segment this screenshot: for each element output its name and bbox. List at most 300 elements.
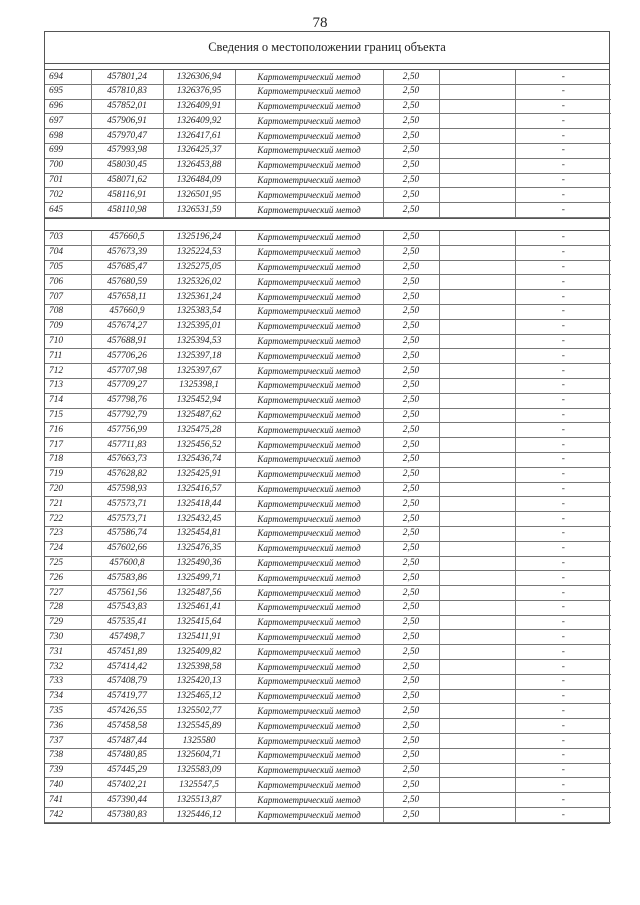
description-cell [439,245,515,260]
x-coordinate-cell: 457402,21 [91,778,163,793]
precision-cell: 2,50 [383,512,439,527]
description-cell [439,689,515,704]
x-coordinate-cell: 457660,5 [91,231,163,245]
note-cell: - [515,245,611,260]
section1-table [45,70,611,218]
method-cell: Картометрический метод [235,275,383,290]
precision-cell: 2,50 [383,231,439,245]
y-coordinate-cell: 1325476,35 [163,541,235,556]
description-cell [439,231,515,245]
precision-cell: 2,50 [383,334,439,349]
method-cell: Картометрический метод [235,600,383,615]
method-cell: Картометрический метод [235,452,383,467]
precision-cell: 2,50 [383,99,439,114]
y-coordinate-cell: 1325326,02 [163,275,235,290]
point-number-cell: 717 [45,438,91,453]
y-coordinate-cell: 1325452,94 [163,393,235,408]
table-row [45,512,611,527]
section1-body [45,70,611,217]
x-coordinate-cell: 457426,55 [91,704,163,719]
y-coordinate-cell: 1325398,58 [163,660,235,675]
precision-cell: 2,50 [383,393,439,408]
y-coordinate-cell: 1325502,77 [163,704,235,719]
point-number-cell: 727 [45,586,91,601]
y-coordinate-cell: 1325436,74 [163,452,235,467]
point-number-cell: 723 [45,526,91,541]
x-coordinate-cell: 457756,99 [91,423,163,438]
y-coordinate-cell: 1325275,05 [163,260,235,275]
description-cell [439,438,515,453]
point-number-cell: 731 [45,645,91,660]
note-cell: - [515,203,611,218]
table-row [45,704,611,719]
method-cell: Картометрический метод [235,497,383,512]
y-coordinate-cell: 1325461,41 [163,600,235,615]
description-cell [439,600,515,615]
precision-cell: 2,50 [383,84,439,99]
point-number-cell: 703 [45,231,91,245]
y-coordinate-cell: 1325454,81 [163,526,235,541]
description-cell [439,526,515,541]
description-cell [439,586,515,601]
x-coordinate-cell: 457628,82 [91,467,163,482]
note-cell: - [515,275,611,290]
table-row [45,497,611,512]
section2-table [45,231,611,823]
description-cell [439,304,515,319]
precision-cell: 2,50 [383,319,439,334]
method-cell: Картометрический метод [235,334,383,349]
description-cell [439,334,515,349]
table-row [45,349,611,364]
y-coordinate-cell: 1325411,91 [163,630,235,645]
note-cell: - [515,173,611,188]
x-coordinate-cell: 458030,45 [91,158,163,173]
precision-cell: 2,50 [383,70,439,84]
point-number-cell: 740 [45,778,91,793]
method-cell: Картометрический метод [235,689,383,704]
point-number-cell: 696 [45,99,91,114]
y-coordinate-cell: 1325425,91 [163,467,235,482]
precision-cell: 2,50 [383,467,439,482]
method-cell: Картометрический метод [235,70,383,84]
precision-cell: 2,50 [383,600,439,615]
table-row [45,158,611,173]
method-cell: Картометрический метод [235,793,383,808]
precision-cell: 2,50 [383,143,439,158]
table-row [45,275,611,290]
method-cell: Картометрический метод [235,467,383,482]
precision-cell: 2,50 [383,114,439,129]
precision-cell: 2,50 [383,203,439,218]
y-coordinate-cell: 1325583,09 [163,763,235,778]
method-cell: Картометрический метод [235,408,383,423]
table-row [45,645,611,660]
note-cell: - [515,188,611,203]
point-number-cell: 728 [45,600,91,615]
note-cell: - [515,645,611,660]
x-coordinate-cell: 457674,27 [91,319,163,334]
table-row [45,748,611,763]
note-cell: - [515,467,611,482]
precision-cell: 2,50 [383,793,439,808]
method-cell: Картометрический метод [235,114,383,129]
x-coordinate-cell: 457688,91 [91,334,163,349]
note-cell: - [515,615,611,630]
y-coordinate-cell: 1325361,24 [163,290,235,305]
x-coordinate-cell: 457543,83 [91,600,163,615]
table-row [45,793,611,808]
description-cell [439,84,515,99]
precision-cell: 2,50 [383,763,439,778]
method-cell: Картометрический метод [235,319,383,334]
description-cell [439,615,515,630]
precision-cell: 2,50 [383,497,439,512]
description-cell [439,793,515,808]
point-number-cell: 710 [45,334,91,349]
point-number-cell: 729 [45,615,91,630]
method-cell: Картометрический метод [235,541,383,556]
note-cell: - [515,704,611,719]
point-number-cell: 707 [45,290,91,305]
point-number-cell: 725 [45,556,91,571]
table-row [45,245,611,260]
note-cell: - [515,334,611,349]
method-cell: Картометрический метод [235,423,383,438]
table-row [45,660,611,675]
method-cell: Картометрический метод [235,660,383,675]
precision-cell: 2,50 [383,556,439,571]
method-cell: Картометрический метод [235,763,383,778]
note-cell: - [515,763,611,778]
x-coordinate-cell: 457680,59 [91,275,163,290]
x-coordinate-cell: 457706,26 [91,349,163,364]
x-coordinate-cell: 457658,11 [91,290,163,305]
x-coordinate-cell: 457711,83 [91,438,163,453]
precision-cell: 2,50 [383,734,439,749]
point-number-cell: 701 [45,173,91,188]
precision-cell: 2,50 [383,304,439,319]
table-row [45,231,611,245]
precision-cell: 2,50 [383,408,439,423]
table-row [45,763,611,778]
x-coordinate-cell: 457583,86 [91,571,163,586]
point-number-cell: 709 [45,319,91,334]
point-number-cell: 713 [45,378,91,393]
x-coordinate-cell: 458110,98 [91,203,163,218]
method-cell: Картометрический метод [235,304,383,319]
method-cell: Картометрический метод [235,734,383,749]
note-cell: - [515,793,611,808]
table-title: Сведения о местоположении границ объекта [45,32,609,64]
table-row [45,615,611,630]
table-row [45,290,611,305]
note-cell: - [515,586,611,601]
point-number-cell: 735 [45,704,91,719]
description-cell [439,452,515,467]
x-coordinate-cell: 458116,91 [91,188,163,203]
x-coordinate-cell: 457535,41 [91,615,163,630]
description-cell [439,203,515,218]
table-row [45,260,611,275]
y-coordinate-cell: 1325487,62 [163,408,235,423]
note-cell: - [515,674,611,689]
point-number-cell: 716 [45,423,91,438]
x-coordinate-cell: 457602,66 [91,541,163,556]
y-coordinate-cell: 1325409,82 [163,645,235,660]
table-row [45,304,611,319]
note-cell: - [515,99,611,114]
x-coordinate-cell: 457458,58 [91,719,163,734]
description-cell [439,260,515,275]
point-number-cell: 698 [45,129,91,144]
method-cell: Картометрический метод [235,674,383,689]
table-row [45,689,611,704]
y-coordinate-cell: 1325490,36 [163,556,235,571]
method-cell: Картометрический метод [235,512,383,527]
y-coordinate-cell: 1325196,24 [163,231,235,245]
section2-body [45,231,611,822]
table-row [45,99,611,114]
point-number-cell: 734 [45,689,91,704]
table-row [45,734,611,749]
y-coordinate-cell: 1325416,57 [163,482,235,497]
x-coordinate-cell: 457408,79 [91,674,163,689]
x-coordinate-cell: 457663,73 [91,452,163,467]
table-row [45,423,611,438]
method-cell: Картометрический метод [235,393,383,408]
precision-cell: 2,50 [383,364,439,379]
point-number-cell: 712 [45,364,91,379]
note-cell: - [515,734,611,749]
y-coordinate-cell: 1325604,71 [163,748,235,763]
precision-cell: 2,50 [383,704,439,719]
note-cell: - [515,114,611,129]
note-cell: - [515,319,611,334]
table-row [45,452,611,467]
y-coordinate-cell: 1325415,64 [163,615,235,630]
point-number-cell: 706 [45,275,91,290]
description-cell [439,143,515,158]
description-cell [439,393,515,408]
precision-cell: 2,50 [383,586,439,601]
note-cell: - [515,556,611,571]
note-cell: - [515,600,611,615]
description-cell [439,275,515,290]
method-cell: Картометрический метод [235,290,383,305]
precision-cell: 2,50 [383,674,439,689]
x-coordinate-cell: 457586,74 [91,526,163,541]
y-coordinate-cell: 1325499,71 [163,571,235,586]
x-coordinate-cell: 457480,85 [91,748,163,763]
table-row [45,114,611,129]
precision-cell: 2,50 [383,748,439,763]
note-cell: - [515,748,611,763]
y-coordinate-cell: 1325487,56 [163,586,235,601]
table-row [45,129,611,144]
y-coordinate-cell: 1325224,53 [163,245,235,260]
y-coordinate-cell: 1326425,37 [163,143,235,158]
y-coordinate-cell: 1326376,95 [163,84,235,99]
x-coordinate-cell: 457801,24 [91,70,163,84]
y-coordinate-cell: 1325513,87 [163,793,235,808]
precision-cell: 2,50 [383,526,439,541]
description-cell [439,748,515,763]
precision-cell: 2,50 [383,158,439,173]
precision-cell: 2,50 [383,260,439,275]
table-row [45,482,611,497]
method-cell: Картометрический метод [235,158,383,173]
method-cell: Картометрический метод [235,188,383,203]
x-coordinate-cell: 457852,01 [91,99,163,114]
note-cell: - [515,364,611,379]
point-number-cell: 699 [45,143,91,158]
table-row [45,778,611,793]
x-coordinate-cell: 457390,44 [91,793,163,808]
note-cell: - [515,808,611,823]
method-cell: Картометрический метод [235,438,383,453]
description-cell [439,467,515,482]
note-cell: - [515,349,611,364]
precision-cell: 2,50 [383,615,439,630]
table-row [45,556,611,571]
table-row [45,364,611,379]
table-row [45,319,611,334]
y-coordinate-cell: 1325465,12 [163,689,235,704]
x-coordinate-cell: 457906,91 [91,114,163,129]
precision-cell: 2,50 [383,349,439,364]
x-coordinate-cell: 457810,83 [91,84,163,99]
note-cell: - [515,778,611,793]
precision-cell: 2,50 [383,482,439,497]
x-coordinate-cell: 457970,47 [91,129,163,144]
y-coordinate-cell: 1325545,89 [163,719,235,734]
y-coordinate-cell: 1325383,54 [163,304,235,319]
boundary-table-frame [44,31,610,824]
description-cell [439,364,515,379]
y-coordinate-cell: 1326453,88 [163,158,235,173]
x-coordinate-cell: 457673,39 [91,245,163,260]
description-cell [439,349,515,364]
precision-cell: 2,50 [383,660,439,675]
y-coordinate-cell: 1325418,44 [163,497,235,512]
method-cell: Картометрический метод [235,173,383,188]
x-coordinate-cell: 457707,98 [91,364,163,379]
page-number: 78 [312,15,328,31]
precision-cell: 2,50 [383,188,439,203]
method-cell: Картометрический метод [235,719,383,734]
description-cell [439,763,515,778]
precision-cell: 2,50 [383,423,439,438]
description-cell [439,290,515,305]
note-cell: - [515,571,611,586]
method-cell: Картометрический метод [235,748,383,763]
section-gap [45,218,609,231]
precision-cell: 2,50 [383,173,439,188]
description-cell [439,674,515,689]
description-cell [439,704,515,719]
table-row [45,438,611,453]
x-coordinate-cell: 457487,44 [91,734,163,749]
table-row [45,719,611,734]
note-cell: - [515,393,611,408]
description-cell [439,645,515,660]
x-coordinate-cell: 457598,93 [91,482,163,497]
precision-cell: 2,50 [383,719,439,734]
method-cell: Картометрический метод [235,203,383,218]
y-coordinate-cell: 1325475,28 [163,423,235,438]
table-row [45,334,611,349]
description-cell [439,734,515,749]
method-cell: Картометрический метод [235,704,383,719]
x-coordinate-cell: 457445,29 [91,763,163,778]
precision-cell: 2,50 [383,630,439,645]
method-cell: Картометрический метод [235,556,383,571]
y-coordinate-cell: 1325397,67 [163,364,235,379]
description-cell [439,158,515,173]
note-cell: - [515,541,611,556]
y-coordinate-cell: 1326409,92 [163,114,235,129]
method-cell: Картометрический метод [235,231,383,245]
x-coordinate-cell: 457451,89 [91,645,163,660]
table-row [45,467,611,482]
note-cell: - [515,143,611,158]
point-number-cell: 732 [45,660,91,675]
point-number-cell: 705 [45,260,91,275]
method-cell: Картометрический метод [235,615,383,630]
table-row [45,143,611,158]
description-cell [439,408,515,423]
point-number-cell: 726 [45,571,91,586]
description-cell [439,99,515,114]
point-number-cell: 720 [45,482,91,497]
note-cell: - [515,719,611,734]
precision-cell: 2,50 [383,689,439,704]
description-cell [439,541,515,556]
method-cell: Картометрический метод [235,526,383,541]
description-cell [439,571,515,586]
method-cell: Картометрический метод [235,482,383,497]
note-cell: - [515,526,611,541]
y-coordinate-cell: 1325398,1 [163,378,235,393]
method-cell: Картометрический метод [235,778,383,793]
point-number-cell: 721 [45,497,91,512]
y-coordinate-cell: 1326484,09 [163,173,235,188]
x-coordinate-cell: 457561,56 [91,586,163,601]
description-cell [439,497,515,512]
point-number-cell: 702 [45,188,91,203]
description-cell [439,188,515,203]
precision-cell: 2,50 [383,808,439,823]
method-cell: Картометрический метод [235,630,383,645]
point-number-cell: 700 [45,158,91,173]
table-row [45,674,611,689]
y-coordinate-cell: 1325547,5 [163,778,235,793]
x-coordinate-cell: 457414,42 [91,660,163,675]
method-cell: Картометрический метод [235,129,383,144]
note-cell: - [515,290,611,305]
x-coordinate-cell: 457792,79 [91,408,163,423]
point-number-cell: 724 [45,541,91,556]
note-cell: - [515,482,611,497]
x-coordinate-cell: 457993,98 [91,143,163,158]
y-coordinate-cell: 1325395,01 [163,319,235,334]
y-coordinate-cell: 1325446,12 [163,808,235,823]
table-row [45,630,611,645]
method-cell: Картометрический метод [235,808,383,823]
note-cell: - [515,378,611,393]
point-number-cell: 711 [45,349,91,364]
